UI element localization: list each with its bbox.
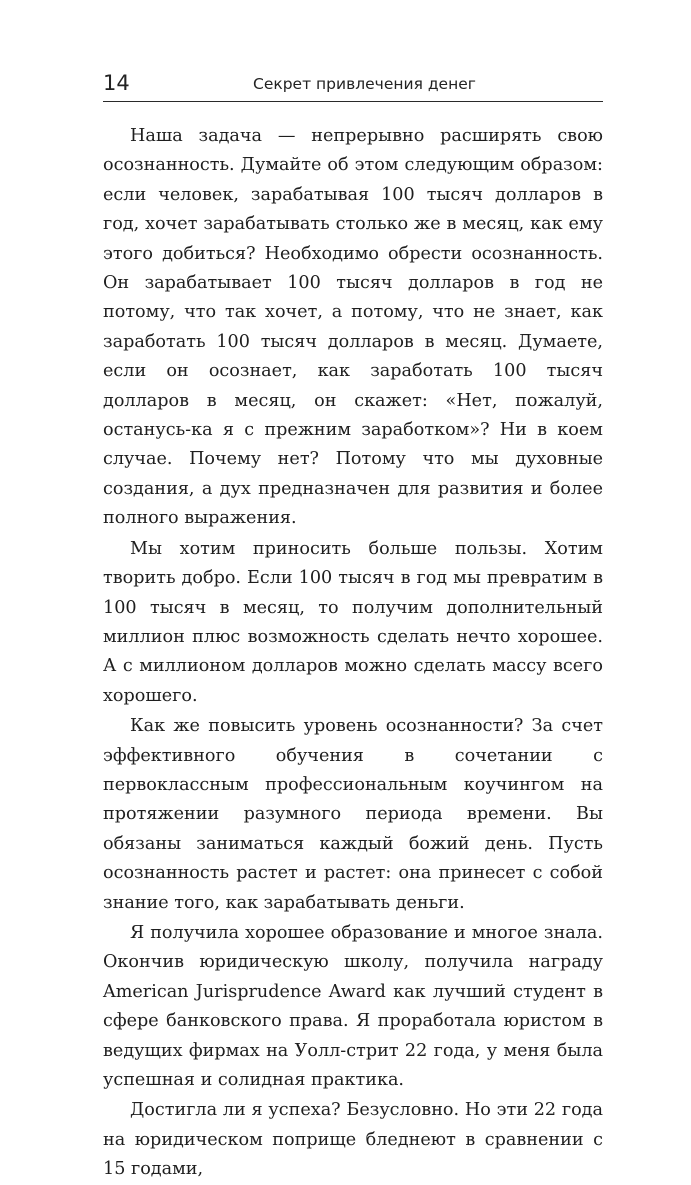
paragraph: Как же повысить уровень осознанности? За счет эффективного обучения в сочетании с первоклассным профессиональным коучингом на протяжении разумного периода времени. Вы обязаны заниматься каждый божий день. Пусть осознанность растет и растет: она принесет с собой знание того, как зарабатывать деньги. xyxy=(103,716,603,913)
paragraph: Я получила хорошее образование и многое знала. Окончив юридическую школу, получила награду American Jurisprudence Award как лучший студент в сфере банковского права. Я проработала юристом в ведущих фирмах на Уолл-стрит 22 года, у меня была успешная и солидная практика. xyxy=(103,922,603,1090)
paragraph: Мы хотим приносить больше пользы. Хотим творить добро. Если 100 тысяч в год мы превратим в 100 тысяч в месяц, то получим дополнительный миллион плюс возможность сделать нечто хорошее. А с миллионом долларов можно сделать массу всего хорошего. xyxy=(103,538,603,706)
running-title: Секрет привлечения денег xyxy=(253,75,476,93)
paragraph: Достигла ли я успеха? Безусловно. Но эти 22 года на юридическом поприще бледнеют в сравнении с 15 годами, xyxy=(103,1100,603,1180)
page-number: 14 xyxy=(103,71,130,95)
page-header xyxy=(103,69,603,102)
paragraph: Наша задача — непрерывно расширять свою осознанность. Думайте об этом следующим образом: если человек, зарабатывая 100 тысяч долларов в год, хочет зарабатывать столько же в месяц, как ему этого добиться? Необходимо обрести осознанность. Он зарабатывает 100 тысяч долларов в год не потому, что так хочет, а потому, что не знает, как заработать 100 тысяч долларов в месяц. Думаете, если он осознает, как заработать 100 тысяч долларов в месяц, он скажет: «Нет, пожалуй, останусь-ка я с прежним заработком»? Ни в коем случае. Почему нет? Потому что мы духовные создания, а дух предназначен для развития и более полного выражения. xyxy=(103,126,603,529)
body-text xyxy=(103,122,603,1185)
